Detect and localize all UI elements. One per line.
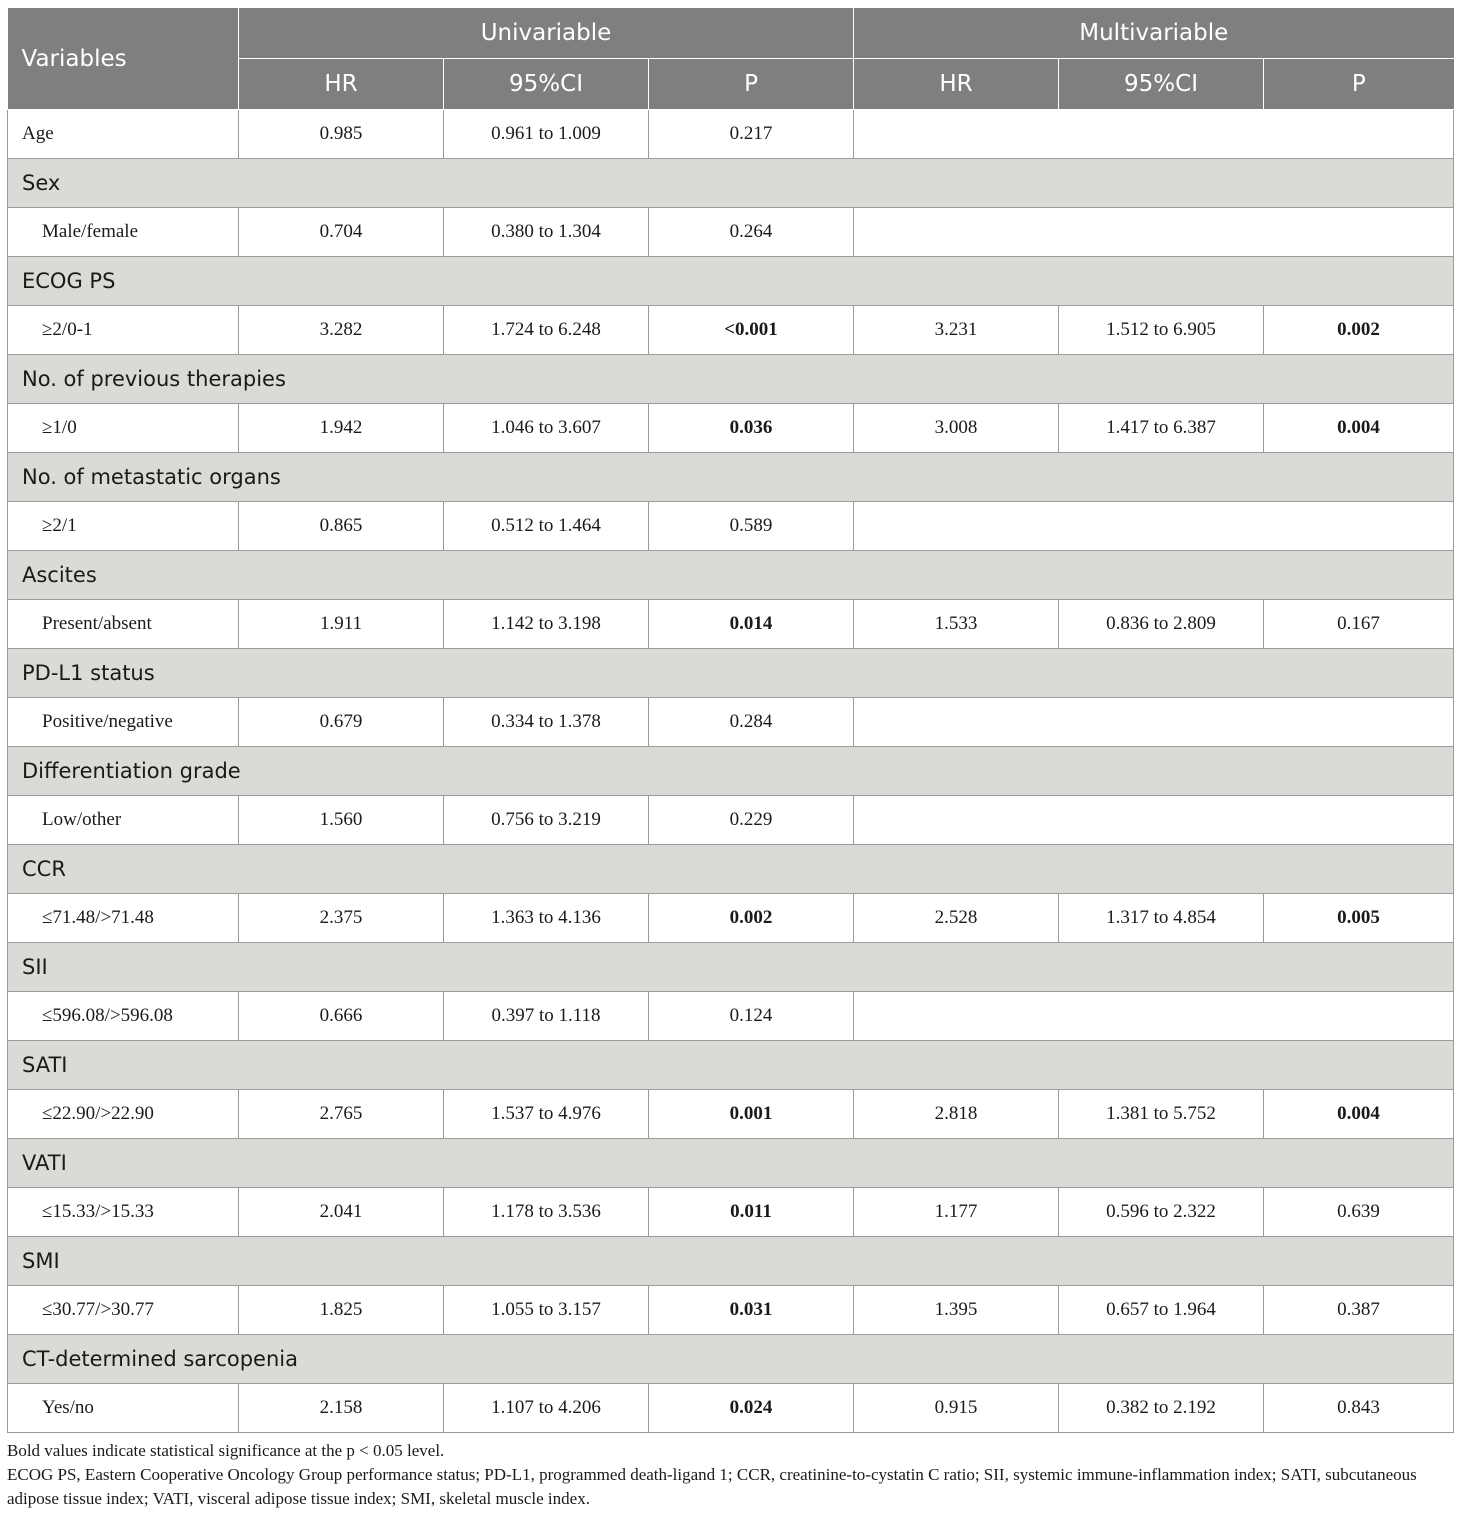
multivariable-empty-cell [854,698,1454,747]
univariable-hr-cell: 0.666 [239,992,444,1041]
row-label: ≥2/0-1 [8,306,239,355]
row-label: Positive/negative [8,698,239,747]
group-row [8,257,1454,306]
table-header [8,8,1454,110]
univariable-ci-cell: 0.334 to 1.378 [444,698,649,747]
multivariable-hr-cell: 1.177 [854,1188,1059,1237]
header-univariable: Univariable [239,8,854,59]
multivariable-p-cell: 0.005 [1264,894,1454,943]
group-row [8,845,1454,894]
univariable-ci-cell: 1.363 to 4.136 [444,894,649,943]
group-label: PD-L1 status [8,649,1454,698]
table-body [8,110,1454,1433]
table-container [7,8,1453,1511]
multivariable-p-cell: 0.639 [1264,1188,1454,1237]
univariable-ci-cell: 1.178 to 3.536 [444,1188,649,1237]
row-label: ≤15.33/>15.33 [8,1188,239,1237]
multivariable-p-cell: 0.002 [1264,306,1454,355]
univariable-p-cell: 0.001 [649,1090,854,1139]
table-row [8,110,1454,159]
row-label: ≥2/1 [8,502,239,551]
multivariable-empty-cell [854,992,1454,1041]
multivariable-empty-cell [854,502,1454,551]
header-m-p: P [1264,59,1454,110]
multivariable-hr-cell: 1.395 [854,1286,1059,1335]
group-row [8,551,1454,600]
univariable-hr-cell: 0.865 [239,502,444,551]
multivariable-ci-cell: 1.317 to 4.854 [1059,894,1264,943]
group-label: No. of previous therapies [8,355,1454,404]
univariable-p-cell: 0.284 [649,698,854,747]
group-row [8,1041,1454,1090]
header-multivariable: Multivariable [854,8,1454,59]
table-row [8,894,1454,943]
group-label: ECOG PS [8,257,1454,306]
univariable-p-cell: 0.024 [649,1384,854,1433]
univariable-hr-cell: 1.560 [239,796,444,845]
univariable-ci-cell: 1.107 to 4.206 [444,1384,649,1433]
univariable-p-cell: 0.031 [649,1286,854,1335]
row-label: Age [8,110,239,159]
table-row [8,698,1454,747]
univariable-p-cell: 0.014 [649,600,854,649]
multivariable-ci-cell: 1.381 to 5.752 [1059,1090,1264,1139]
univariable-ci-cell: 1.046 to 3.607 [444,404,649,453]
group-row [8,943,1454,992]
multivariable-hr-cell: 3.231 [854,306,1059,355]
univariable-p-cell: 0.002 [649,894,854,943]
header-u-ci: 95%CI [444,59,649,110]
group-row [8,1335,1454,1384]
univariable-hr-cell: 1.942 [239,404,444,453]
group-row [8,1139,1454,1188]
univariable-ci-cell: 1.537 to 4.976 [444,1090,649,1139]
footnote-abbreviations: ECOG PS, Eastern Cooperative Oncology Group performance status; PD-L1, programmed death-ligand 1; CCR, creatinine-to-cystatin C ratio; SII, systemic immune-inflammation index; SATI, subcutaneous adipose tissue index; VATI, visceral adipose tissue index; SMI, skeletal muscle index. [7,1465,1417,1508]
univariable-hr-cell: 2.158 [239,1384,444,1433]
univariable-hr-cell: 0.985 [239,110,444,159]
group-label: CCR [8,845,1454,894]
univariable-p-cell: 0.264 [649,208,854,257]
table-row [8,306,1454,355]
univariable-ci-cell: 1.724 to 6.248 [444,306,649,355]
multivariable-hr-cell: 3.008 [854,404,1059,453]
table-row [8,600,1454,649]
univariable-p-cell: 0.036 [649,404,854,453]
group-row [8,159,1454,208]
univariable-ci-cell: 1.142 to 3.198 [444,600,649,649]
univariable-hr-cell: 2.375 [239,894,444,943]
multivariable-p-cell: 0.004 [1264,404,1454,453]
group-label: VATI [8,1139,1454,1188]
row-label: ≤596.08/>596.08 [8,992,239,1041]
univariable-hr-cell: 0.704 [239,208,444,257]
group-row [8,453,1454,502]
group-row [8,649,1454,698]
row-label: Male/female [8,208,239,257]
univariable-ci-cell: 0.961 to 1.009 [444,110,649,159]
multivariable-ci-cell: 0.657 to 1.964 [1059,1286,1264,1335]
multivariable-hr-cell: 2.818 [854,1090,1059,1139]
table-row [8,1286,1454,1335]
multivariable-hr-cell: 1.533 [854,600,1059,649]
footnote-bold: Bold values indicate statistical significance at the p < 0.05 level. [7,1441,445,1460]
table-row [8,1188,1454,1237]
row-label: ≥1/0 [8,404,239,453]
multivariable-ci-cell: 0.836 to 2.809 [1059,600,1264,649]
multivariable-empty-cell [854,208,1454,257]
univariable-hr-cell: 1.911 [239,600,444,649]
group-row [8,355,1454,404]
table-row [8,796,1454,845]
univariable-hr-cell: 1.825 [239,1286,444,1335]
univariable-ci-cell: 0.397 to 1.118 [444,992,649,1041]
hazard-ratio-table [7,8,1454,1433]
row-label: Yes/no [8,1384,239,1433]
group-label: SATI [8,1041,1454,1090]
group-row [8,747,1454,796]
univariable-p-cell: 0.589 [649,502,854,551]
multivariable-empty-cell [854,796,1454,845]
univariable-p-cell: 0.124 [649,992,854,1041]
group-label: SII [8,943,1454,992]
table-row [8,992,1454,1041]
univariable-p-cell: <0.001 [649,306,854,355]
univariable-ci-cell: 0.756 to 3.219 [444,796,649,845]
row-label: Present/absent [8,600,239,649]
univariable-p-cell: 0.011 [649,1188,854,1237]
multivariable-p-cell: 0.004 [1264,1090,1454,1139]
univariable-hr-cell: 0.679 [239,698,444,747]
table-footnotes [7,1439,1453,1511]
univariable-ci-cell: 0.380 to 1.304 [444,208,649,257]
univariable-p-cell: 0.217 [649,110,854,159]
header-m-ci: 95%CI [1059,59,1264,110]
header-m-hr: HR [854,59,1059,110]
group-label: Sex [8,159,1454,208]
multivariable-empty-cell [854,110,1454,159]
univariable-hr-cell: 2.041 [239,1188,444,1237]
table-row [8,1384,1454,1433]
table-row [8,1090,1454,1139]
table-row [8,208,1454,257]
multivariable-p-cell: 0.387 [1264,1286,1454,1335]
group-label: SMI [8,1237,1454,1286]
row-label: Low/other [8,796,239,845]
multivariable-hr-cell: 2.528 [854,894,1059,943]
multivariable-ci-cell: 0.596 to 2.322 [1059,1188,1264,1237]
header-u-p: P [649,59,854,110]
multivariable-p-cell: 0.167 [1264,600,1454,649]
univariable-hr-cell: 3.282 [239,306,444,355]
multivariable-ci-cell: 1.417 to 6.387 [1059,404,1264,453]
row-label: ≤22.90/>22.90 [8,1090,239,1139]
row-label: ≤30.77/>30.77 [8,1286,239,1335]
header-u-hr: HR [239,59,444,110]
multivariable-ci-cell: 1.512 to 6.905 [1059,306,1264,355]
group-row [8,1237,1454,1286]
univariable-hr-cell: 2.765 [239,1090,444,1139]
header-variables: Variables [8,8,239,110]
multivariable-ci-cell: 0.382 to 2.192 [1059,1384,1264,1433]
univariable-p-cell: 0.229 [649,796,854,845]
univariable-ci-cell: 0.512 to 1.464 [444,502,649,551]
table-row [8,502,1454,551]
group-label: CT-determined sarcopenia [8,1335,1454,1384]
multivariable-p-cell: 0.843 [1264,1384,1454,1433]
multivariable-hr-cell: 0.915 [854,1384,1059,1433]
group-label: No. of metastatic organs [8,453,1454,502]
table-row [8,404,1454,453]
row-label: ≤71.48/>71.48 [8,894,239,943]
group-label: Ascites [8,551,1454,600]
group-label: Differentiation grade [8,747,1454,796]
univariable-ci-cell: 1.055 to 3.157 [444,1286,649,1335]
